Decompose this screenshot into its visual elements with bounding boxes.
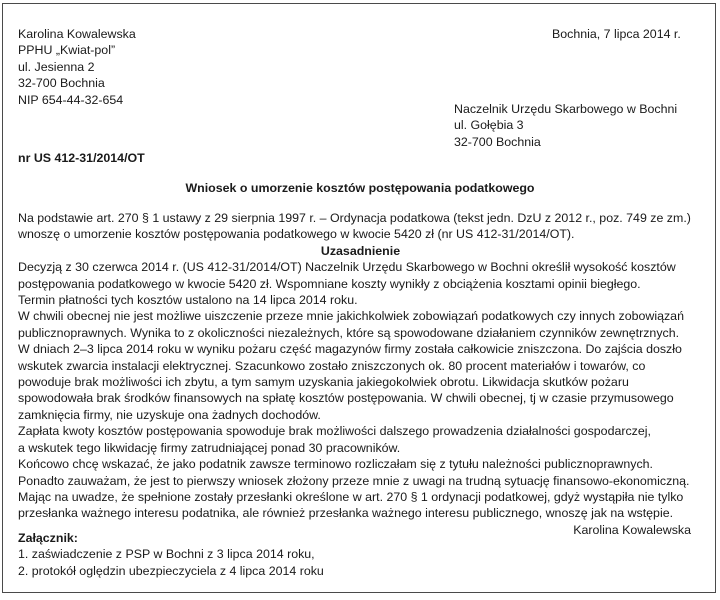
body-line: Zapłata kwoty kosztów postępowania spowoduje brak możliwości dalszego prowadzenia działalności gospodarczej, [18,424,651,439]
recipient-city: 32-700 Bochnia [454,134,541,149]
recipient-street: ul. Gołębia 3 [454,118,524,133]
reference-number: nr US 412-31/2014/OT [18,151,145,165]
attachment-item: 1. zaświadczenie z PSP w Bochni z 3 lipca 2014 roku, [18,547,315,562]
recipient-block [454,101,677,150]
attachments-heading: Załącznik: [18,531,78,545]
attachment-item: 2. protokół oględzin ubezpieczyciela z 4 lipca 2014 roku [18,563,324,578]
sender-nip: NIP 654-44-32-654 [18,92,124,107]
body-line: W chwili obecnej nie jest możliwe uiszczenie przeze mnie jakichkolwiek zobowiązań podatkowych czy innych zobowiązań [18,309,684,324]
body-line: wskutek zwarcia instalacji elektrycznej. Szacunkowo zostało zniszczonych ok. 80 procent materiałów i towarów, co [18,358,646,373]
body-line: Końcowo chcę wskazać, że jako podatnik zawsze terminowo rozliczałam się z tytułu należności publicznoprawnych. [18,457,653,472]
signature: Karolina Kowalewska [573,522,691,537]
body-line: przesłanka ważnego interesu podatnika, ale również przesłanka ważnego interesu publicznego, wnoszę jak na wstępie. [18,506,674,521]
intro-line: wnoszę o umorzenie kosztów postępowania podatkowego w kwocie 5420 zł (nr US 412-31/2014/OT). [18,227,575,242]
sender-street: ul. Jesienna 2 [18,59,95,74]
sender-company: PPHU „Kwiat-pol” [18,43,116,58]
body-line: a wskutek tego likwidację firmy zatrudniającej ponad 30 pracowników. [18,440,401,455]
body-line: zamknięcia firmy, nie uzyskuje ona żadnych dochodów. [18,407,321,422]
body-line: spowodowała brak środków finansowych na spłatę kosztów postępowania. W chwili obecnej, tj w czasie przymusowego [18,391,674,406]
intro-line: Na podstawie art. 270 § 1 ustawy z 29 sierpnia 1997 r. – Ordynacja podatkowa (tekst jedn. DzU z 2012 r., poz. 749 ze zm.) [18,211,691,225]
document-title: Wniosek o umorzenie kosztów postępowania podatkowego [185,181,535,195]
body-line: powoduje brak możliwości ich zbytu, a tym samym uzyskania jakiegokolwiek obrotu. Likwidacja skutków pożaru [18,375,629,390]
letter-date: Bochnia, 7 lipca 2014 r. [552,27,681,41]
body-line: Termin płatności tych kosztów ustalono na 14 lipca 2014 roku. [18,293,358,308]
sender-block [18,26,136,108]
body-line: Decyzją z 30 czerwca 2014 r. (US 412-31/2014/OT) Naczelnik Urzędu Skarbowego w Bochni określił wysokość kosztów [18,260,676,275]
body-line: Mając na uwadze, że spełnione zostały przesłanki określone w art. 270 § 1 ordynacji podatkowej, gdyż wystąpiła nie tylko [18,489,684,504]
sender-name: Karolina Kowalewska [18,27,136,41]
justification-heading: Uzasadnienie [320,243,401,258]
recipient-name: Naczelnik Urzędu Skarbowego w Bochni [454,102,678,116]
attachments-block [18,530,324,579]
body-line: W dniach 2–3 lipca 2014 roku w wyniku pożaru część magazynów firmy została całkowicie zniszczona. Do zajścia doszło [18,342,682,357]
body-line: postępowania podatkowego w kwocie 5420 zł. Wspomniane koszty wynikły z obciążenia kosztami opinii biegłego. [18,276,641,291]
letter-body [18,210,703,538]
body-line: publicznoprawnych. Wynika to z okoliczności niezależnych, które są spowodowane działaniem czynników zewnętrznych. [18,325,680,340]
sender-city: 32-700 Bochnia [18,76,105,91]
body-line: Ponadto zauważam, że jest to pierwszy wniosek złożony przeze mnie z uwagi na trudną sytuację finansowo-ekonomiczną. [18,473,690,488]
